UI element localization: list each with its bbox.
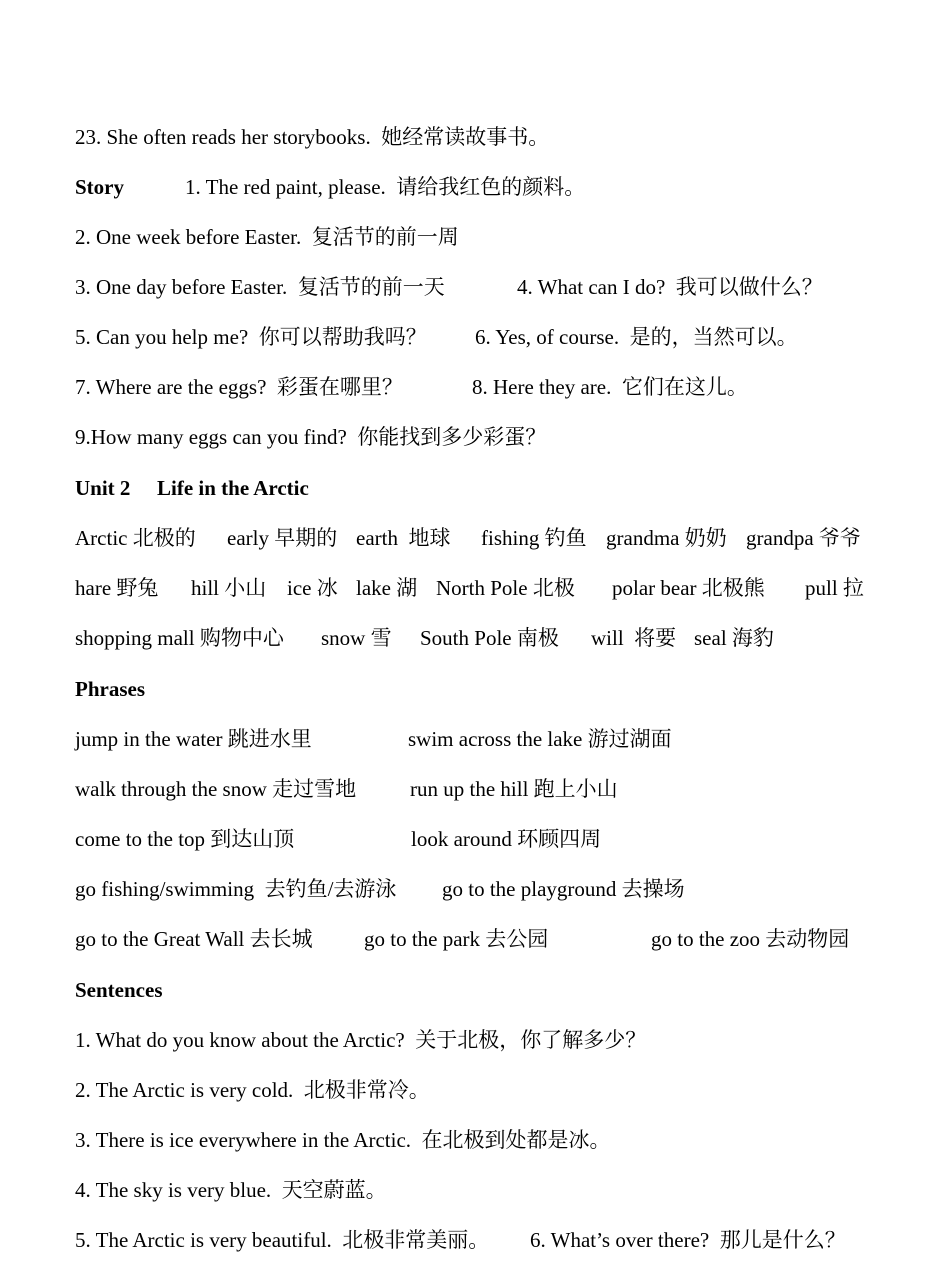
vocab-word: earth 地球	[356, 526, 451, 550]
vocab-word: pull 拉	[805, 576, 864, 600]
phrase-line	[0, 777, 950, 801]
phrase: go to the park 去公园	[364, 927, 549, 951]
sentence: 5. The Arctic is very beautiful. 北极非常美丽。	[75, 1228, 490, 1252]
phrase-line	[0, 877, 950, 901]
vocab-word: South Pole 南极	[420, 626, 559, 650]
story-item: 2. One week before Easter. 复活节的前一周	[75, 225, 459, 249]
sentence-line	[0, 1028, 950, 1052]
unit-number: Unit 2	[75, 476, 131, 500]
vocab-word: early 早期的	[227, 526, 338, 550]
vocab-word: polar bear 北极熊	[612, 576, 765, 600]
phrase: jump in the water 跳进水里	[75, 727, 312, 751]
vocab-word: snow 雪	[321, 626, 392, 650]
vocabulary-line	[0, 526, 950, 550]
story-item: 7. Where are the eggs? 彩蛋在哪里？	[75, 375, 403, 399]
text-line	[0, 375, 950, 399]
text-line	[0, 425, 950, 449]
phrase: go to the playground 去操场	[442, 877, 685, 901]
vocab-word: ice 冰	[287, 576, 338, 600]
sentences-heading: Sentences	[75, 978, 163, 1002]
phrase: walk through the snow 走过雪地	[75, 777, 357, 801]
vocab-word: fishing 钓鱼	[481, 526, 587, 550]
vocabulary-line	[0, 576, 950, 600]
vocab-word: North Pole 北极	[436, 576, 575, 600]
sentence-line	[0, 1228, 950, 1252]
sentence: 6. What’s over there? 那儿是什么？	[530, 1228, 846, 1252]
sentence-line	[0, 1178, 950, 1202]
unit-heading	[0, 476, 950, 500]
phrase-line	[0, 827, 950, 851]
vocab-word: hare 野兔	[75, 576, 159, 600]
phrase: run up the hill 跑上小山	[410, 777, 618, 801]
phrase: look around 环顾四周	[411, 827, 602, 851]
sentence: 4. The sky is very blue. 天空蔚蓝。	[75, 1178, 387, 1202]
vocab-word: seal 海豹	[694, 626, 774, 650]
story-item: 5. Can you help me? 你可以帮助我吗？	[75, 325, 427, 349]
story-heading: Story	[75, 175, 124, 199]
story-item: 1. The red paint, please. 请给我红色的颜料。	[185, 175, 586, 199]
sentence: 2. The Arctic is very cold. 北极非常冷。	[75, 1078, 430, 1102]
vocab-word: hill 小山	[191, 576, 267, 600]
vocab-word: grandma 奶奶	[606, 526, 727, 550]
story-item: 4. What can I do? 我可以做什么？	[517, 275, 823, 299]
sentence-23: 23. She often reads her storybooks. 她经常读故事书。	[75, 125, 550, 149]
sentence-line	[0, 1128, 950, 1152]
sentence-line	[0, 1078, 950, 1102]
phrase: come to the top 到达山顶	[75, 827, 295, 851]
phrases-heading: Phrases	[75, 677, 145, 701]
story-item: 6. Yes, of course. 是的，当然可以。	[475, 325, 798, 349]
text-line	[0, 978, 950, 1002]
sentence: 1. What do you know about the Arctic? 关于北极，你了解多少？	[75, 1028, 647, 1052]
text-line	[0, 175, 950, 199]
text-line	[0, 125, 950, 149]
vocab-word: shopping mall 购物中心	[75, 626, 284, 650]
vocab-word: lake 湖	[356, 576, 418, 600]
phrase-line	[0, 927, 950, 951]
text-line	[0, 225, 950, 249]
story-item: 8. Here they are. 它们在这儿。	[472, 375, 748, 399]
phrase: swim across the lake 游过湖面	[408, 727, 672, 751]
unit-title: Life in the Arctic	[157, 476, 309, 500]
text-line	[0, 677, 950, 701]
vocabulary-line	[0, 626, 950, 650]
text-line	[0, 275, 950, 299]
phrase: go fishing/swimming 去钓鱼/去游泳	[75, 877, 397, 901]
phrase-line	[0, 727, 950, 751]
vocab-word: Arctic 北极的	[75, 526, 196, 550]
phrase: go to the Great Wall 去长城	[75, 927, 313, 951]
story-item: 3. One day before Easter. 复活节的前一天	[75, 275, 445, 299]
story-item: 9.How many eggs can you find? 你能找到多少彩蛋？	[75, 425, 547, 449]
text-line	[0, 325, 950, 349]
vocab-word: will 将要	[591, 626, 677, 650]
phrase: go to the zoo 去动物园	[651, 927, 850, 951]
sentence: 3. There is ice everywhere in the Arctic. 在北极到处都是冰。	[75, 1128, 611, 1152]
vocab-word: grandpa 爷爷	[746, 526, 861, 550]
